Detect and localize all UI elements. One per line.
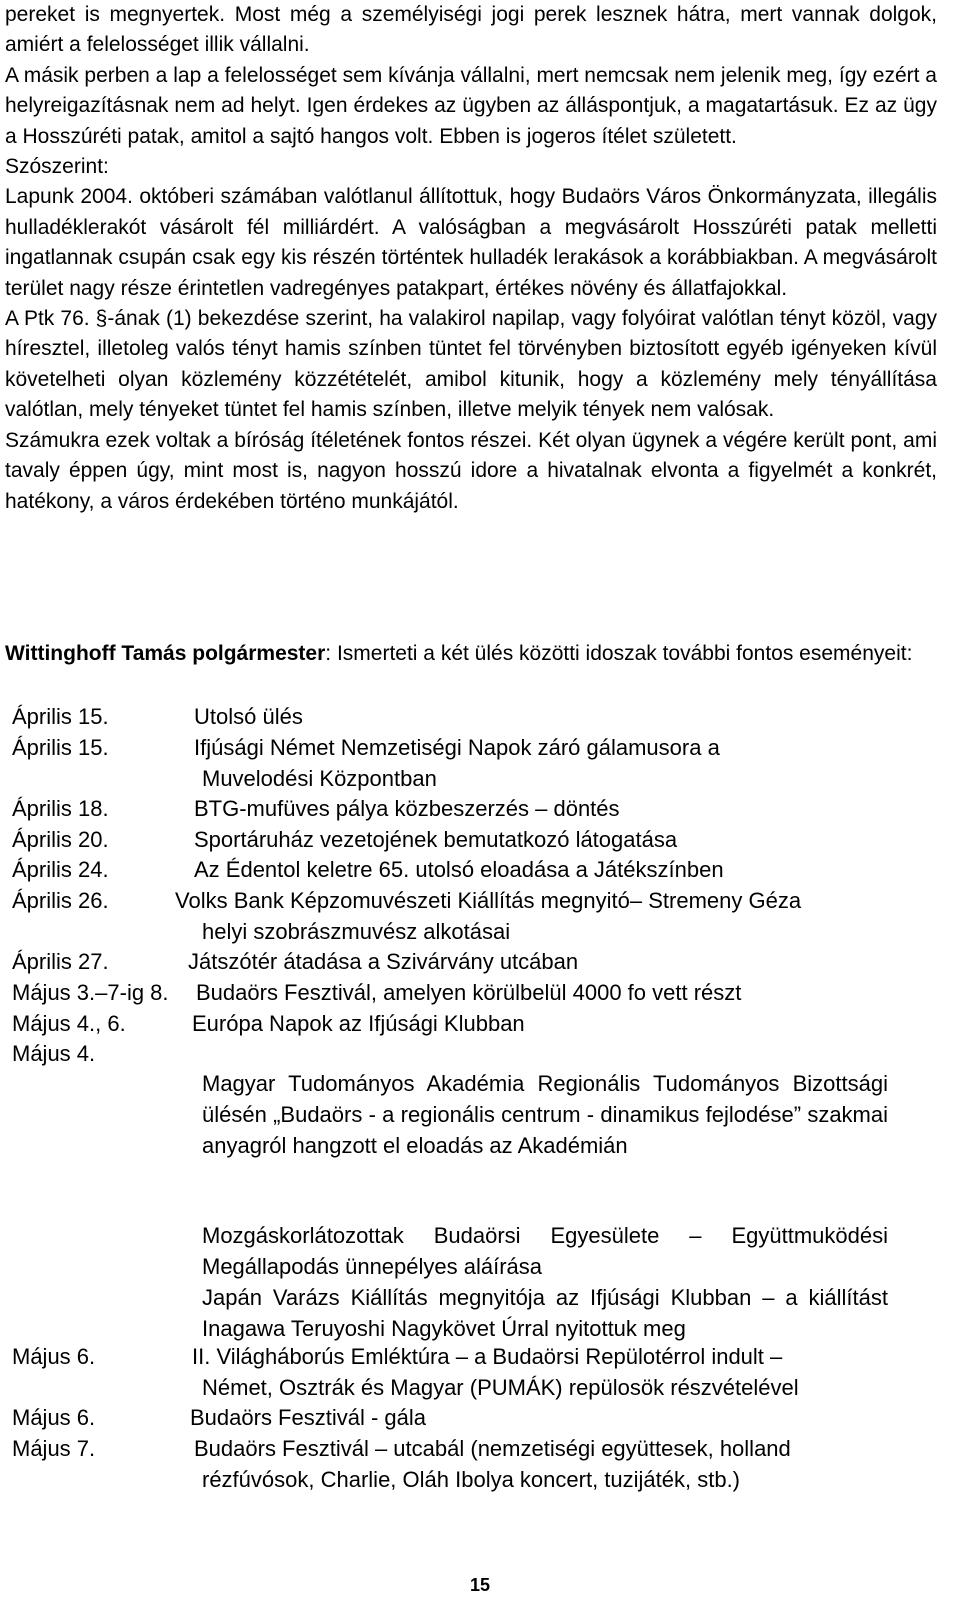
paragraph-1: pereket is megnyertek. Most még a személyiségi jogi perek lesznek hátra, mert vannak dolgok, amiért a felelosséget illik vállalni. [5, 3, 937, 57]
event-description: II. Világháborús Emléktúra – a Budaörsi Repülotérrol indult – [192, 1344, 783, 1369]
paragraph-6: Számukra ezek voltak a bíróság ítéletének fontos részei. Két olyan ügynek a végére került pont, ami tavaly éppen úgy, mint most is, nagyon hosszú idore a hivatalnak elvonta a figyelmét a konkrét, hatékony, a város érdekében történo munkájától. [5, 428, 937, 513]
event-description: Budaörs Fesztivál - gála [190, 1405, 426, 1430]
event-date: Május 4. [12, 1041, 96, 1066]
event-date: Április 20. [12, 827, 109, 852]
event-description: Játszótér átadása a Szivárvány utcában [188, 949, 579, 974]
event-description: Volks Bank Képzomuvészeti Kiállítás megnyitó– Stremeny Géza [175, 888, 802, 913]
speaker-text: Ismerteti a két ülés közötti idoszak további fontos eseményeit: [331, 642, 913, 665]
may4-item-1: Magyar Tudományos Akadémia Regionális Tudományos Bizottsági ülésén „Budaörs - a regionális centrum - dinamikus fejlodése” szakmai anyagról hangzott el eloadás az Akadémián [202, 1071, 888, 1158]
event-date: Április 15. [12, 735, 109, 760]
paragraph-3: Szószerint: [5, 155, 109, 179]
speaker-name: Wittinghoff Tamás polgármester [5, 642, 326, 665]
event-description: Utolsó ülés [194, 704, 303, 729]
event-date: Május 4., 6. [12, 1011, 126, 1036]
event-description-cont: Német, Osztrák és Magyar (PUMÁK) repülosök részvételével [202, 1375, 799, 1400]
may4-item-3: Japán Varázs Kiállítás megnyitója az Ifjúsági Klubban – a kiállítást Inagawa Teruyoshi Nagykövet Úrral nyitottuk meg [202, 1285, 888, 1341]
event-description: BTG-mufüves pálya közbeszerzés – döntés [194, 796, 620, 821]
paragraph-2: A másik perben a lap a felelosséget sem kívánja vállalni, mert nemcsak nem jelenik meg, így ezért a helyreigazításnak nem ad helyt. Igen érdekes az ügyben az álláspontjuk, a magatartásuk. Ez az ügy a Hosszúréti patak, amitol a sajtó hangos volt. Ebben is jogeros ítélet született. [5, 63, 937, 148]
event-description-cont: rézfúvósok, Charlie, Oláh Ibolya koncert, tuzijáték, stb.) [202, 1467, 741, 1492]
page-number: 15 [469, 1575, 491, 1595]
event-description: Ifjúsági Német Nemzetiségi Napok záró gálamusora a [194, 735, 720, 760]
event-date: Május 6. [12, 1344, 96, 1369]
speaker-separator: : [325, 642, 332, 665]
event-date: Május 7. [12, 1436, 96, 1461]
event-date: Április 26. [12, 888, 109, 913]
event-description: Az Édentol keletre 65. utolsó eloadása a Játékszínben [194, 857, 724, 882]
event-date: Április 18. [12, 796, 109, 821]
event-date: Május 3.–7-ig 8. [12, 980, 169, 1005]
paragraph-4: Lapunk 2004. októberi számában valótlanul állítottuk, hogy Budaörs Város Önkormányzata, illegális hulladéklerakót vásárolt fél milliárdért. A valóságban a megvásárolt Hosszúréti patak melletti ingatlannak csupán csak egy kis részén történtek hulladék lerakások a korábbiakban. A megvásárolt terület nagy része érintetlen vadregényes patakpart, értékes növény és állatfajokkal. [5, 185, 937, 300]
intro-text [5, 0, 937, 517]
event-date: Május 6. [12, 1405, 96, 1430]
event-description-cont: helyi szobrászmuvész alkotásai [202, 919, 511, 944]
event-date: Április 27. [12, 949, 109, 974]
event-description-cont: Muvelodési Központban [202, 766, 437, 791]
event-description: Budaörs Fesztivál – utcabál (nemzetiségi együttesek, holland [194, 1436, 791, 1461]
event-description: Sportáruház vezetojének bemutatkozó látogatása [194, 827, 678, 852]
event-description: Budaörs Fesztivál, amelyen körülbelül 4000 fo vett részt [196, 980, 742, 1005]
event-date: Április 24. [12, 857, 109, 882]
paragraph-5: A Ptk 76. §-ának (1) bekezdése szerint, ha valakirol napilap, vagy folyóirat valótlan tényt közöl, vagy híresztel, illetoleg valós tényt hamis színben tüntet fel törvényben biztosított egyéb igényeken kívül követelheti olyan közlemény közzétételét, amibol kitunik, hogy a közlemény mely tényállítása valótlan, mely tényeket tüntet fel hamis színben, illetve melyik tények nem valósak. [5, 307, 937, 422]
may4-item-2: Mozgáskorlátozottak Budaörsi Egyesülete – Együttmuködési Megállapodás ünnepélyes aláírása [202, 1223, 888, 1279]
mayor-report-intro [5, 638, 937, 669]
event-date: Április 15. [12, 704, 109, 729]
event-description: Európa Napok az Ifjúsági Klubban [192, 1011, 525, 1036]
